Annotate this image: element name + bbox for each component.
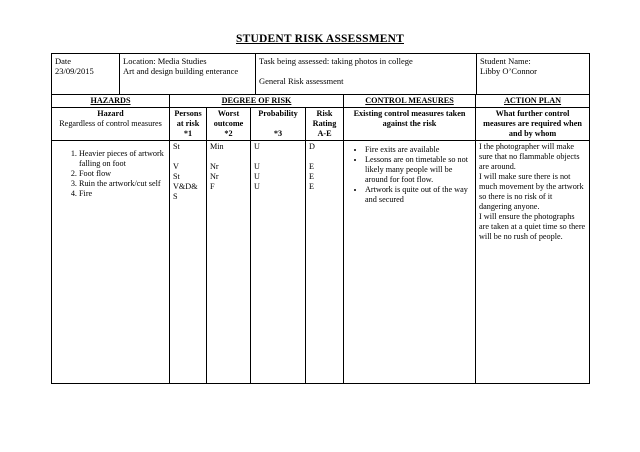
worst-line-2: outcome [213,119,244,128]
action-line-1: What further control [495,109,570,118]
persons-line-2: at risk [176,119,200,128]
student-cell [477,54,590,95]
control-subheader [344,108,476,141]
hazard-list [55,149,166,199]
action-line-2: measures are required when [483,119,582,128]
list-item: • Fire exits are available [365,145,472,155]
persons-value: S [173,192,178,201]
probability-value: U [254,172,260,181]
student-name: Libby O’Connor [480,66,537,76]
list-item: • Artwork is quite out of the way and secured [365,185,472,205]
rating-line-3: A-E [317,129,332,138]
worst-value: Nr [210,172,219,181]
action-item: I the photographer will make sure that no flammable objects are around. [479,142,580,171]
date-cell [52,54,120,95]
persons-value: St [173,172,180,181]
worst-value: Min [210,142,224,151]
worst-outcome-cell [207,141,251,384]
action-item: I will make sure there is not much movement by the artwork so there is no risk of it dangering anyone. [479,172,584,211]
rating-value: E [309,162,315,171]
probability-value: U [254,142,260,151]
location-line-2: Art and design building enterance [123,66,239,76]
worst-value: Nr [210,162,219,171]
list-item: 4. Fire [79,189,166,199]
probability-value: U [254,162,260,171]
probability-cell [251,141,306,384]
location-cell [120,54,256,95]
date-value: 23/09/2015 [55,66,94,76]
task-cell [256,54,477,95]
rating-line-1: Risk [316,109,333,118]
assessment-info-table [51,53,590,95]
persons-value: St [173,142,180,151]
worst-line-1: Worst [217,109,240,118]
list-item: 1. Heavier pieces of artwork falling on foot [79,149,166,169]
student-label: Student Name: [480,56,531,66]
degree-of-risk-header: DEGREE OF RISK [170,95,344,108]
action-item: I will ensure the photographs are taken at a quiet time so there will be no rush of people. [479,212,586,241]
action-plan-cell [476,141,590,384]
list-item: 3. Ruin the artwork/cut self [79,179,166,189]
location-line-1: Location: Media Studies [123,56,207,66]
probability-line-3: *3 [273,129,283,138]
persons-cell [170,141,207,384]
risk-rating-cell [306,141,344,384]
persons-subheader [170,108,207,141]
action-plan-header: ACTION PLAN [476,95,590,108]
task-description: Task being assessed: taking photos in college [259,56,413,66]
persons-value: V&D& [173,182,198,191]
rating-value: D [309,142,315,151]
worst-outcome-subheader [207,108,251,141]
hazard-note: Regardless of control measures [59,119,162,128]
page-title: STUDENT RISK ASSESSMENT [235,33,404,45]
probability-line-1: Probability [258,109,298,118]
control-measures-header: CONTROL MEASURES [344,95,476,108]
hazard-list-cell [52,141,170,384]
persons-value: V [173,162,179,171]
persons-line-3: *1 [183,129,193,138]
control-line-1: Existing control measures taken [353,109,466,118]
worst-line-3: *2 [224,129,233,138]
rating-line-2: Rating [312,119,337,128]
list-item: 2. Foot flow [79,169,166,179]
hazards-header: HAZARDS [52,95,170,108]
control-list [347,145,472,205]
date-label: Date [55,56,72,66]
probability-subheader [251,108,306,141]
rating-value: E [309,182,315,191]
risk-table [51,94,590,384]
list-item: • Lessons are on timetable so not likely many people will be around for foot flow. [365,155,472,185]
hazard-subheader [52,108,170,141]
persons-line-1: Persons [174,109,202,118]
probability-value: U [254,182,260,191]
control-measures-cell [344,141,476,384]
control-line-2: against the risk [382,119,437,128]
action-subheader [476,108,590,141]
risk-rating-subheader [306,108,344,141]
rating-value: E [309,172,315,181]
hazard-label: Hazard [97,109,124,118]
task-type: General Risk assessment [259,76,344,86]
worst-value: F [210,182,215,191]
action-line-3: and by whom [508,129,557,138]
